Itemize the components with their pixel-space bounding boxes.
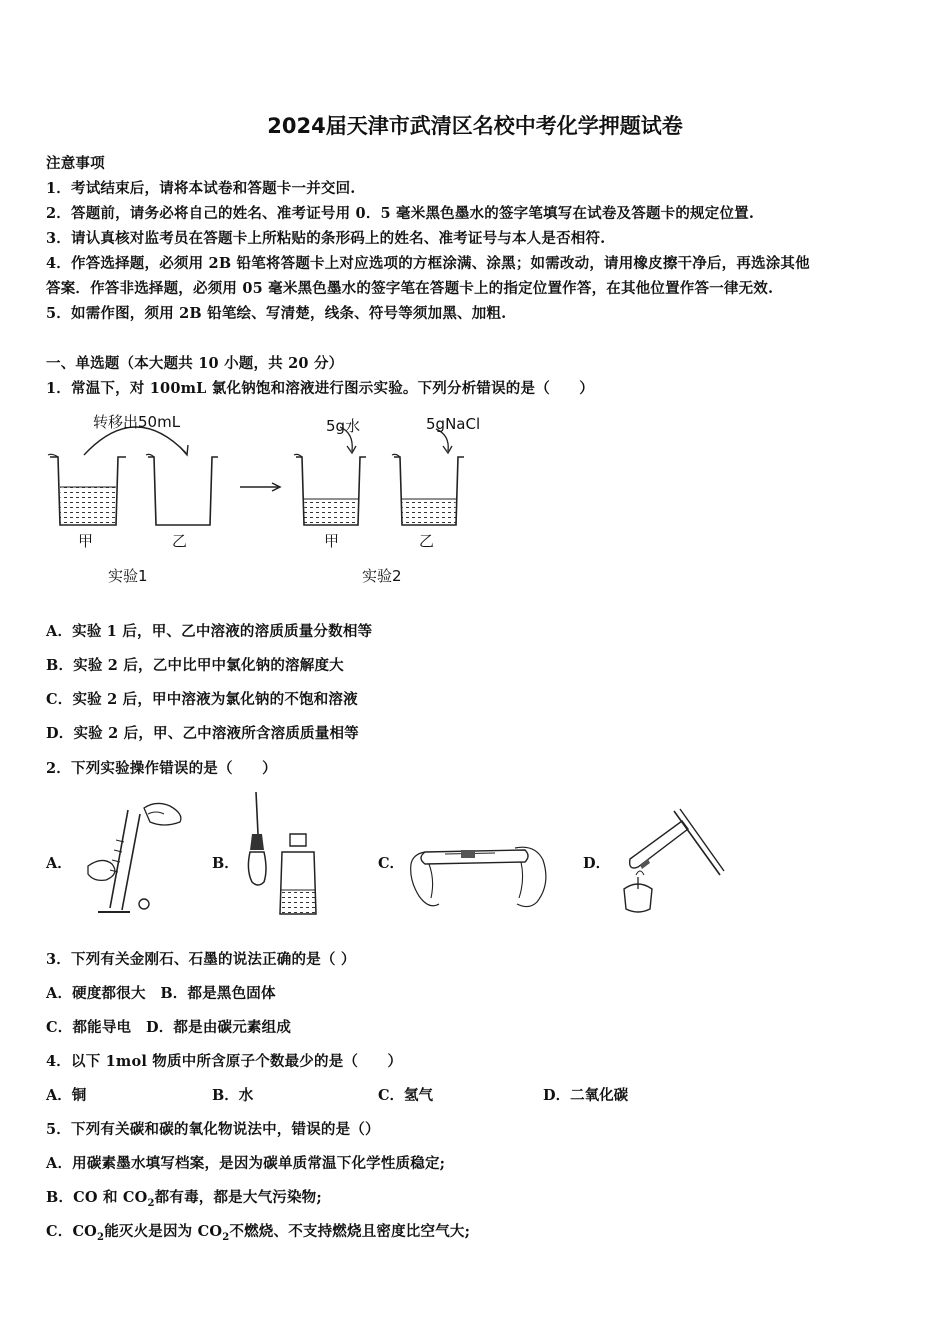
beaker-jia-exp2 — [294, 454, 366, 525]
beaker-label-jia: 甲 — [78, 532, 94, 550]
q1-option-b: B．实验 2 后，乙中比甲中氯化钠的溶解度大 — [46, 657, 344, 674]
graduated-cylinder-reading-illustration — [84, 800, 194, 920]
section-heading: 一、单选题（本大题共 10 小题，共 20 分） — [46, 355, 344, 372]
beaker-label-jia: 甲 — [324, 532, 340, 550]
q1-option-a: A．实验 1 后，甲、乙中溶液的溶质质量分数相等 — [46, 623, 373, 640]
q5-option-a: A．用碳素墨水填写档案，是因为碳单质常温下化学性质稳定; — [46, 1155, 446, 1172]
notice-item: 3．请认真核对监考员在答题卡上所粘贴的条形码上的姓名、准考证号与本人是否相符. — [46, 230, 606, 247]
transfer-label: 转移出50mL — [93, 413, 181, 431]
question-5-stem: 5．下列有关碳和碳的氧化物说法中，错误的是（） — [46, 1121, 380, 1138]
q1-option-c: C．实验 2 后，甲中溶液为氯化钠的不饱和溶液 — [46, 691, 358, 708]
notice-item: 2．答题前，请务必将自己的姓名、准考证号用 0．5 毫米黑色墨水的签字笔填写在试卷及答题卡的规定位置. — [46, 205, 755, 222]
notice-item: 答案．作答非选择题，必须用 05 毫米黑色墨水的签字笔在答题卡上的指定位置作答，在其他位置作答一律无效. — [46, 280, 774, 297]
question-2-stem: 2．下列实验操作错误的是（ ） — [46, 760, 277, 777]
question-3-stem: 3．下列有关金刚石、石墨的说法正确的是（ ） — [46, 951, 356, 968]
beaker-jia-exp1 — [48, 454, 126, 525]
q2-option-b: B． — [212, 855, 239, 872]
heating-test-tube-illustration — [610, 805, 730, 920]
q2-option-d: D． — [583, 855, 611, 872]
dropper-and-bottle-illustration — [240, 790, 320, 920]
beaker-label-yi: 乙 — [172, 532, 188, 550]
q5-option-b: B．CO 和 $CO_2$都有毒，都是大气污染物; — [46, 1189, 322, 1209]
question-4-stem: 4．以下 1mol 物质中所含原子个数最少的是（ ） — [46, 1053, 403, 1070]
q4-option-a: A．铜 — [46, 1087, 87, 1104]
beaker-yi-exp2 — [392, 454, 464, 525]
experiment-1-label: 实验1 — [108, 567, 148, 585]
q3-options-row-1: A．硬度都很大 B．都是黑色固体 — [46, 985, 276, 1002]
q5-option-c: C．$CO_2$能灭火是因为 $CO_2$不燃烧、不支持燃烧且密度比空气大; — [46, 1223, 471, 1243]
test-tube-shaking-illustration — [405, 840, 555, 915]
beaker-yi-exp1 — [146, 454, 218, 525]
notice-item: 1．考试结束后，请将本试卷和答题卡一并交回. — [46, 180, 356, 197]
q2-option-a: A． — [46, 855, 72, 872]
q4-option-c: C．氢气 — [378, 1087, 434, 1104]
nacl-label: 5gNaCl — [426, 415, 481, 433]
q1-option-d: D．实验 2 后，甲、乙中溶液所含溶质质量相等 — [46, 725, 359, 742]
page-title: 2024届天津市武清区名校中考化学押题试卷 — [267, 114, 683, 138]
q4-option-b: B．水 — [212, 1087, 254, 1104]
q2-option-c: C． — [378, 855, 405, 872]
q3-options-row-2: C．都能导电 D．都是由碳元素组成 — [46, 1019, 292, 1036]
water-label: 5g水 — [326, 417, 361, 435]
question-1-stem: 1．常温下，对 100mL 氯化钠饱和溶液进行图示实验。下列分析错误的是（ ） — [46, 380, 594, 397]
notice-heading: 注意事项 — [46, 155, 105, 172]
beaker-label-yi: 乙 — [419, 532, 435, 550]
notice-item: 4．作答选择题，必须用 2B 铅笔将答题卡上对应选项的方框涂满、涂黑；如需改动，请用橡皮擦干净后，再选涂其他 — [46, 255, 810, 272]
q4-option-d: D．二氧化碳 — [543, 1087, 629, 1104]
notice-item: 5．如需作图，须用 2B 铅笔绘、写清楚，线条、符号等须加黑、加粗. — [46, 305, 507, 322]
experiment-2-label: 实验2 — [362, 567, 402, 585]
